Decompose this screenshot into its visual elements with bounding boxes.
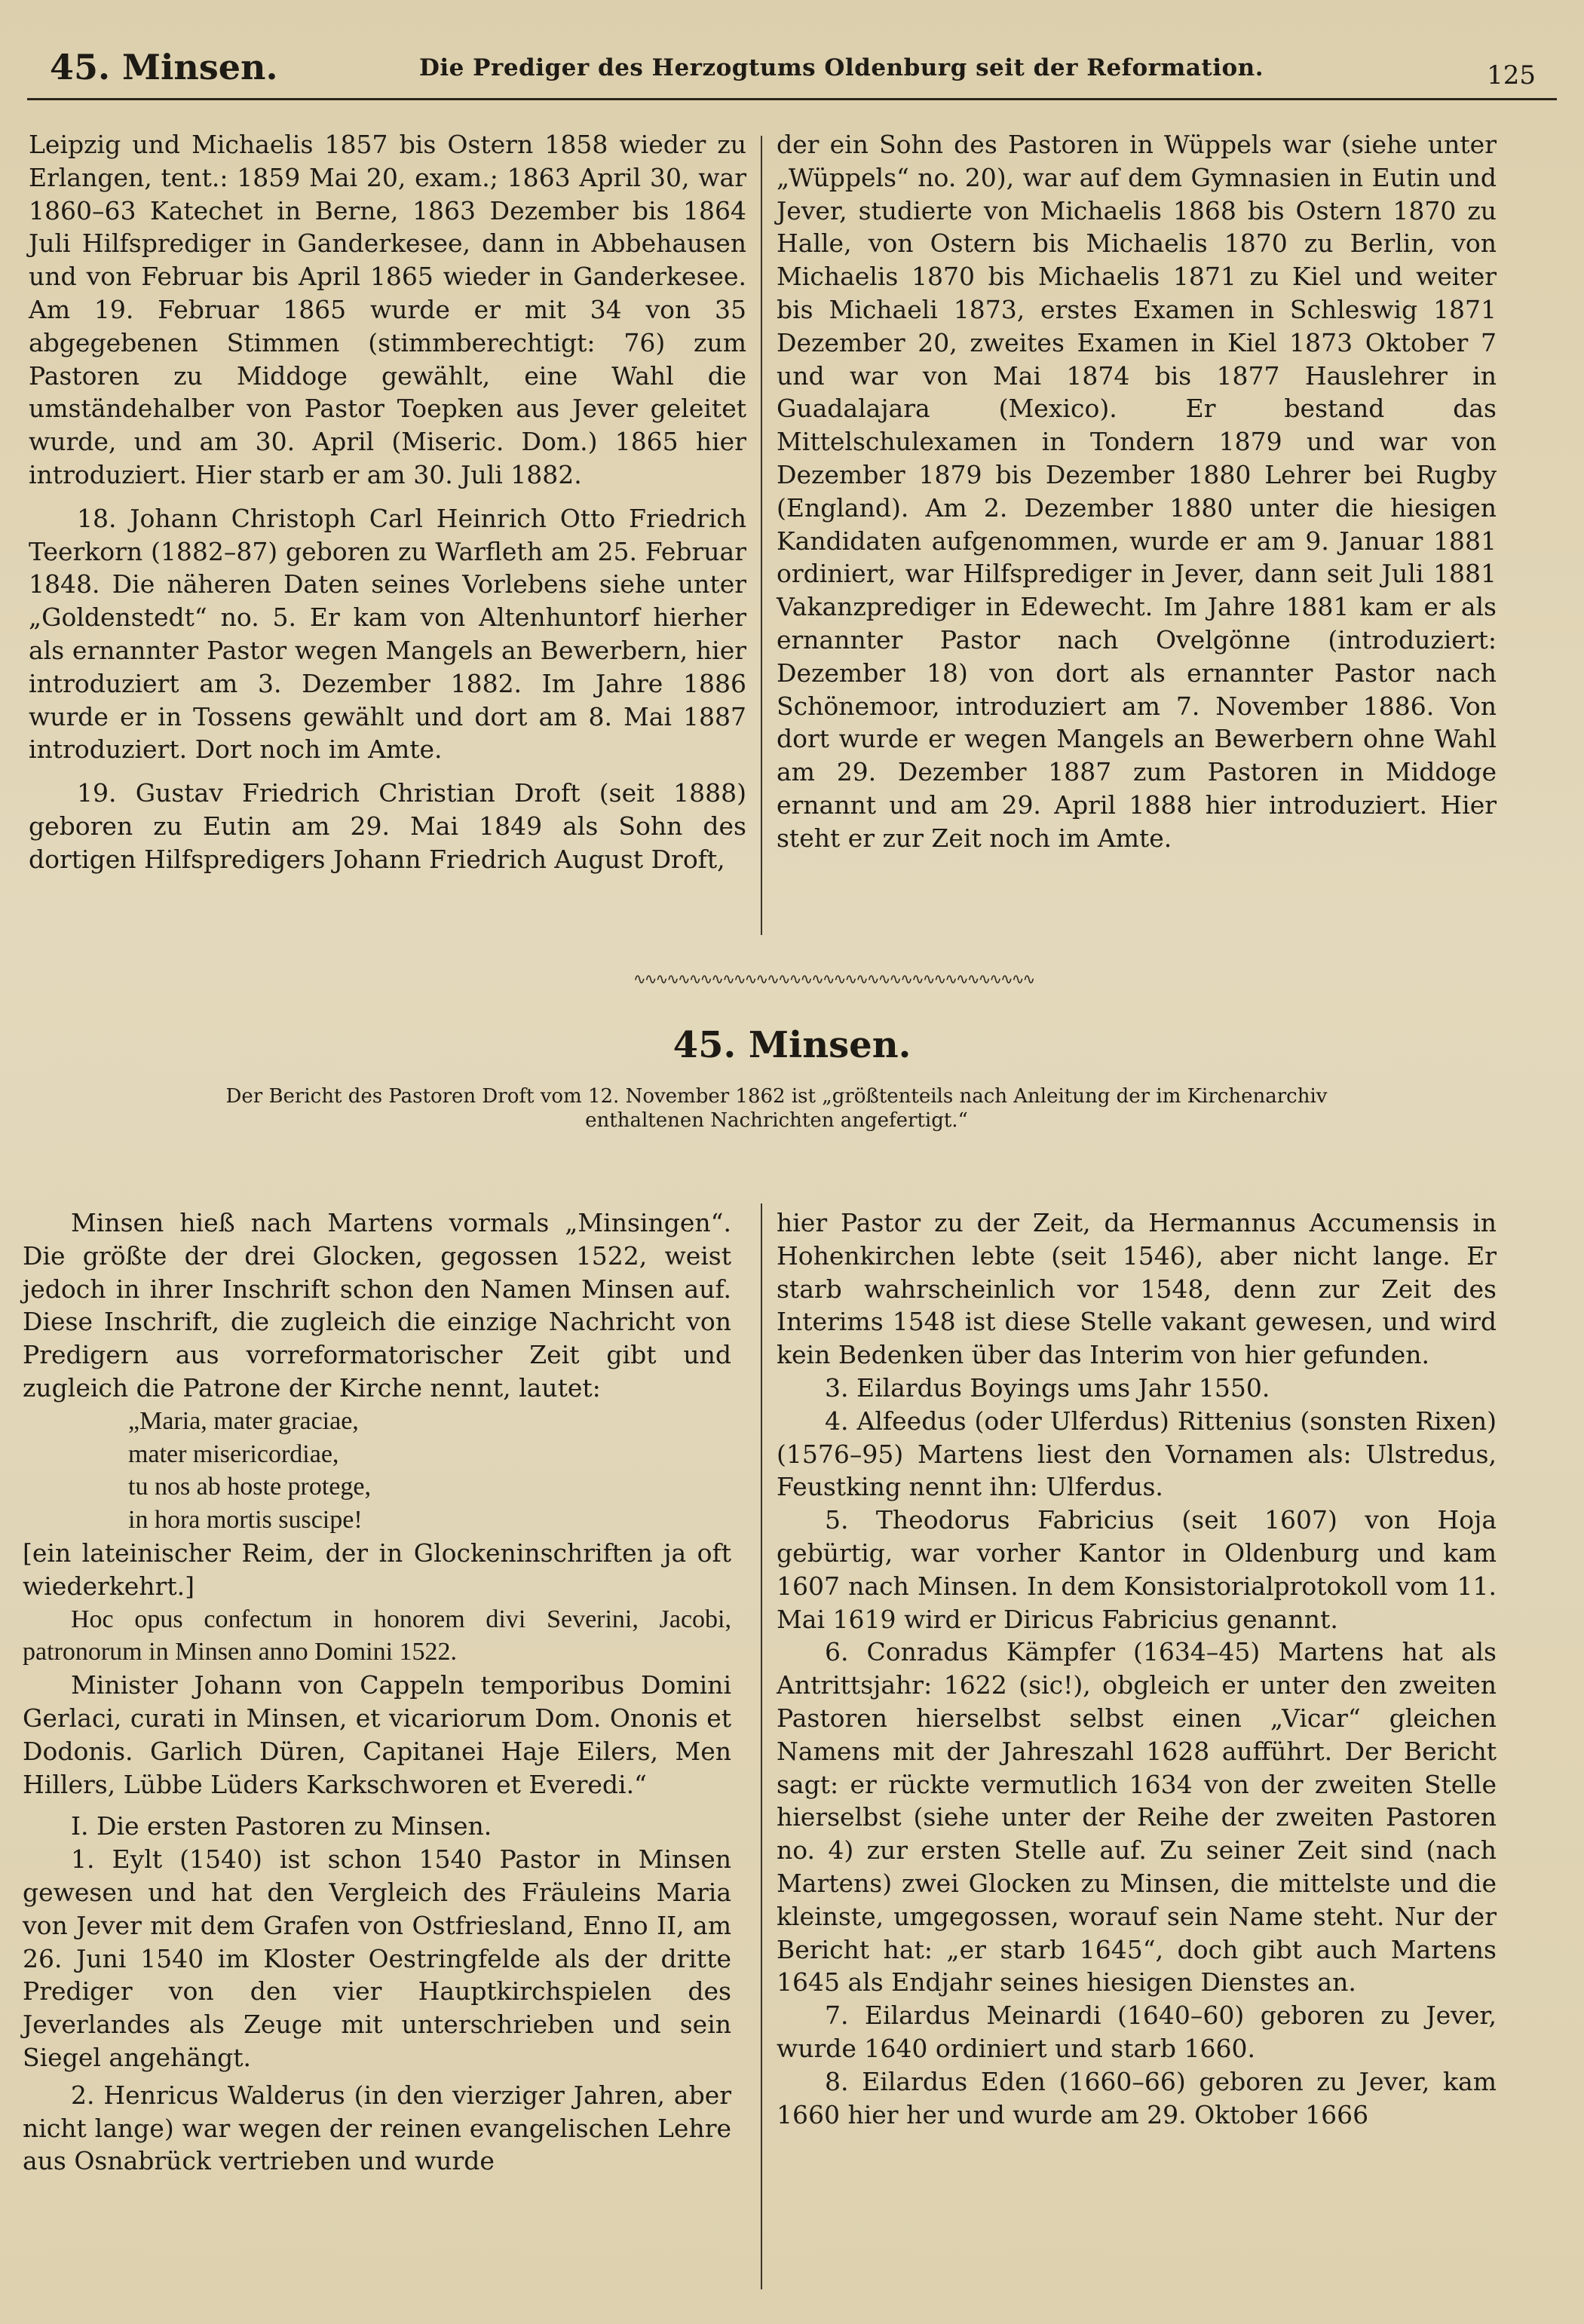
paragraph-entry-8: 8. Eilardus Eden (1660–66) geboren zu Jever, kam 1660 hier her und wurde am 29. Oktober 1666 bbox=[777, 2066, 1497, 2129]
subsection-heading: I. Die ersten Pastoren zu Minsen. bbox=[71, 1811, 492, 1841]
paragraph-entry-19: 19. Gustav Friedrich Christian Droft (seit 1888) geboren zu Eutin am 29. Mai 1849 als Sohn des dortigen Hilfspredigers Johann Friedrich August Droft, bbox=[29, 778, 746, 874]
column-divider bbox=[761, 1203, 762, 2289]
paragraph-entry-4: 4. Alfeedus (oder Ulferdus) Rittenius (sonsten Rixen) (1576–95) Martens liest den Vornamen als: Ulstredus, Feustking nennt ihn: Ulferdus. bbox=[777, 1406, 1497, 1502]
column-top-right bbox=[777, 128, 1497, 855]
section-title: 45. Minsen. bbox=[673, 1024, 911, 1066]
paragraph: Leipzig und Michaelis 1857 bis Ostern 1858 wieder zu Erlangen, tent.: 1859 Mai 20, exam.; 1863 April 30, war 1860–63 Katechet in Berne, 1863 Dezember bis 1864 Juli Hilfsprediger in Ganderkesee, dann in Abbehausen und von Februar bis April 1865 wieder in Ganderkesee. Am 19. Februar 1865 wurde er mit 34 von 35 abgegebenen Stimmen (stimmberechtigt: 76) zum Pastoren zu Middoge gewählt, eine Wahl die umständehalber von Pastor Toepken aus Jever geleitet wurde, und am 30. April (Miseric. Dom.) 1865 hier introduziert. Hier starb er am 30. Juli 1882. bbox=[29, 130, 746, 489]
header-book-title: Die Prediger des Herzogtums Oldenburg seit der Reformation. bbox=[419, 54, 1264, 81]
paragraph-entry-1: 1. Eylt (1540) ist schon 1540 Pastor in Minsen gewesen und hat den Vergleich des Fräuleins Maria von Jever mit dem Grafen von Ostfriesland, Enno II, am 26. Juni 1540 im Kloster Oestringfelde als der dritte Prediger von den vier Hauptkirchspielen des Jeverlandes als Zeuge mit unterschrieben und sein Siegel angehängt. bbox=[23, 1844, 731, 2072]
paragraph-entry-3: 3. Eilardus Boyings ums Jahr 1550. bbox=[825, 1372, 1270, 1403]
paragraph-intro: Minsen hieß nach Martens vormals „Minsingen“. Die größte der drei Glocken, gegossen 1522, weist jedoch in ihrer Inschrift schon den Namen Minsen auf. Diese Inschrift, die zugleich die einzige Nachricht von Predigern aus vorreformatorischer Zeit gibt und zugleich die Patrone der Kirche nennt, lautet: bbox=[23, 1208, 731, 1403]
bell-inscription-verse bbox=[23, 1405, 731, 1537]
paragraph-latin-names: Minister Johann von Cappeln temporibus Domini Gerlaci, curati in Minsen, et vicariorum Dom. Ononis et Dodonis. Garlich Düren, Capitanei Haje Eilers, Men Hillers, Lübbe Lüders Karkschworen et Everedi.“ bbox=[23, 1670, 731, 1799]
column-divider bbox=[761, 136, 762, 935]
verse-line: „Maria, mater graciae, bbox=[128, 1406, 359, 1435]
column-bottom-right bbox=[777, 1206, 1497, 2131]
ornamental-divider: ∿∿∿∿∿∿∿∿∿∿∿∿∿∿∿∿∿∿∿∿∿∿∿∿∿∿∿∿∿∿∿∿∿∿∿∿ bbox=[633, 970, 1034, 988]
column-top-left bbox=[29, 128, 746, 876]
paragraph-entry-5: 5. Theodorus Fabricius (seit 1607) von Hoja gebürtig, war vorher Kantor in Oldenburg und kam 1607 nach Minsen. In dem Konsistorialprotokoll vom 11. Mai 1619 wird er Diricus Fabricius genannt. bbox=[777, 1505, 1497, 1634]
column-bottom-left bbox=[23, 1206, 731, 2178]
header-section-label: 45. Minsen. bbox=[50, 47, 278, 87]
verse-line: mater misericordiae, bbox=[128, 1439, 339, 1468]
page-number: 125 bbox=[1487, 60, 1536, 90]
verse-line: in hora mortis suscipe! bbox=[128, 1506, 363, 1535]
section-subtitle: Der Bericht des Pastoren Droft vom 12. November 1862 ist „größtenteils nach Anleitung der im Kirchenarchiv enthaltenen Nachrichten angefertigt.“ bbox=[225, 1085, 1328, 1132]
paragraph-entry-18: 18. Johann Christoph Carl Heinrich Otto Friedrich Teerkorn (1882–87) geboren zu Warfleth am 25. Februar 1848. Die näheren Daten seines Vorlebens siehe unter „Goldenstedt“ no. 5. Er kam von Altenhuntorf hierher als ernannter Pastor wegen Mangels an Bewerbern, hier introduziert am 3. Dezember 1882. Im Jahre 1886 wurde er in Tossens gewählt und dort am 8. Mai 1887 introduziert. Dort noch im Amte. bbox=[29, 503, 746, 765]
paragraph-entry-6: 6. Conradus Kämpfer (1634–45) Martens hat als Antrittsjahr: 1622 (sic!), obgleich er unter den zweiten Pastoren hierselbst selbst einen „Vicar“ gleichen Namens mit der Jahreszahl 1628 aufführt. Der Bericht sagt: er rückte vermutlich 1634 von der zweiten Stelle hierselbst (siehe unter der Reihe der zweiten Pastoren no. 4) zur ersten Stelle auf. Zu seiner Zeit sind (nach Martens) zwei Glocken zu Minsen, die mittelste und die kleinste, umgegossen, worauf sein Name steht. Nur der Bericht hat: „er starb 1645“, doch gibt auch Martens 1645 als Endjahr seines hiesigen Dienstes an. bbox=[777, 1637, 1497, 1997]
paragraph-latin: Hoc opus confectum in honorem divi Severini, Jacobi, patronorum in Minsen anno Domini 1522. bbox=[23, 1605, 731, 1666]
paragraph-entry-7: 7. Eilardus Meinardi (1640–60) geboren zu Jever, wurde 1640 ordiniert und starb 1660. bbox=[777, 2001, 1497, 2063]
running-header bbox=[27, 45, 1557, 100]
paragraph: der ein Sohn des Pastoren in Wüppels war (siehe unter „Wüppels“ no. 20), war auf dem Gymnasien in Eutin und Jever, studierte von Michaelis 1868 bis Ostern 1870 zu Halle, von Ostern bis Michaelis 1870 zu Berlin, von Michaelis 1870 bis Michaelis 1871 zu Kiel und weiter bis Michaeli 1873, erstes Examen in Schleswig 1871 Dezember 20, zweites Examen in Kiel 1873 Oktober 7 und war von Mai 1874 bis 1877 Hauslehrer in Guadalajara (Mexico). Er bestand das Mittelschulexamen in Tondern 1879 und war von Dezember 1879 bis Dezember 1880 Lehrer bei Rugby (England). Am 2. Dezember 1880 unter die hiesigen Kandidaten aufgenommen, wurde er am 9. Januar 1881 ordiniert, war Hilfsprediger in Jever, dann seit Juli 1881 Vakanzprediger in Edewecht. Im Jahre 1881 kam er als ernannter Pastor nach Ovelgönne (introduziert: Dezember 18) von dort als ernannter Pastor nach Schönemoor, introduziert am 7. November 1886. Von dort wurde er wegen Mangels an Bewerbern ohne Wahl am 29. Dezember 1887 zum Pastoren in Middoge ernannt und am 29. April 1888 hier introduziert. Hier steht er zur Zeit noch im Amte. bbox=[777, 130, 1497, 853]
verse-line: tu nos ab hoste protege, bbox=[128, 1473, 371, 1501]
paragraph-note: [ein lateinischer Reim, der in Glockeninschriften ja oft wiederkehrt.] bbox=[23, 1538, 731, 1601]
paragraph-entry-2: 2. Henricus Walderus (in den vierziger Jahren, aber nicht lange) war wegen der reinen evangelischen Lehre aus Osnabrück vertrieben und wurde bbox=[23, 2080, 731, 2176]
paragraph: hier Pastor zu der Zeit, da Hermannus Accumensis in Hohenkirchen lebte (seit 1546), aber nicht lange. Er starb wahrscheinlich vor 1548, denn zur Zeit des Interims 1548 ist diese Stelle vakant gewesen, und wird kein Bedenken über das Interim von hier gefunden. bbox=[777, 1208, 1497, 1370]
